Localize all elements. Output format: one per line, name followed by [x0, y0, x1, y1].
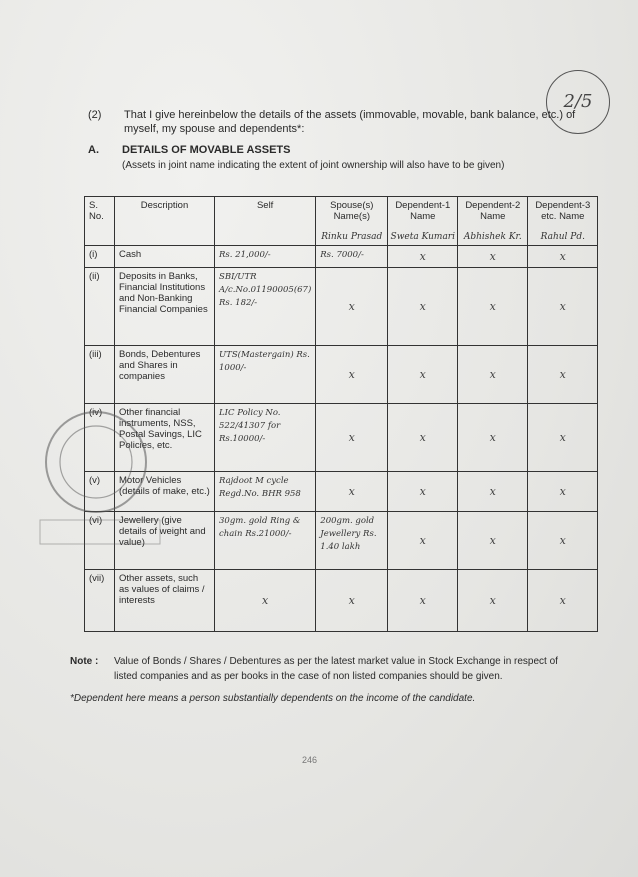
row-self: 30gm. gold Ring & chain Rs.21000/-	[215, 512, 316, 570]
row-dependent-1: x	[388, 246, 458, 268]
section-subtitle: (Assets in joint name indicating the extent of joint ownership will also have to be given)	[122, 160, 505, 171]
dependent-definition: *Dependent here means a person substantially dependents on the income of the candidate.	[70, 693, 476, 704]
row-dependent-3: x	[528, 472, 598, 512]
row-dependent-1: x	[388, 570, 458, 632]
section-letter: A.	[88, 144, 99, 156]
page-number: 246	[302, 755, 318, 765]
movable-assets-table	[84, 196, 598, 632]
table-row	[85, 404, 598, 472]
row-description: Cash	[115, 246, 215, 268]
row-dependent-2: x	[458, 346, 528, 404]
section-title: DETAILS OF MOVABLE ASSETS	[122, 144, 291, 156]
row-dependent-2: x	[458, 268, 528, 346]
header-dependent-2: Dependent-2 Name Abhishek Kr.	[458, 197, 528, 246]
row-dependent-3: x	[528, 346, 598, 404]
row-description: Jewellery (give details of weight and value)	[115, 512, 215, 570]
row-description: Deposits in Banks, Financial Institutions and Non-Banking Financial Companies	[115, 268, 215, 346]
row-self: LIC Policy No. 522/41307 for Rs.10000/-	[215, 404, 316, 472]
row-sno: (vi)	[85, 512, 115, 570]
paragraph-number: (2)	[88, 109, 102, 121]
row-sno: (iii)	[85, 346, 115, 404]
row-self: SBI/UTR A/c.No.01190005(67) Rs. 182/-	[215, 268, 316, 346]
note-label: Note :	[70, 656, 99, 667]
dependent-3-name: Rahul Pd.	[540, 232, 585, 242]
table-header-row	[85, 197, 598, 246]
paragraph-text: That I give hereinbelow the details of the assets (immovable, movable, bank balance, etc.) of myself, my spouse and dependents*:	[124, 109, 576, 135]
table-row	[85, 472, 598, 512]
header-dependent-3: Dependent-3 etc. Name Rahul Pd.	[528, 197, 598, 246]
row-dependent-2: x	[458, 404, 528, 472]
row-description: Motor Vehicles (details of make, etc.)	[115, 472, 215, 512]
row-dependent-3: x	[528, 404, 598, 472]
row-self: Rs. 21,000/-	[215, 246, 316, 268]
table-row	[85, 512, 598, 570]
note-text: Value of Bonds / Shares / Debentures as per the latest market value in Stock Exchange in respect of listed companies and as per books in the case of non listed companies should be given.	[114, 656, 558, 682]
row-spouse: 200gm. gold Jewellery Rs. 1.40 lakh	[316, 512, 388, 570]
row-sno: (v)	[85, 472, 115, 512]
row-dependent-2: x	[458, 512, 528, 570]
row-dependent-3: x	[528, 512, 598, 570]
row-spouse: x	[316, 404, 388, 472]
row-dependent-2: x	[458, 246, 528, 268]
dependent-1-name: Sweta Kumari	[390, 232, 455, 242]
table-row	[85, 346, 598, 404]
table-row	[85, 570, 598, 632]
row-dependent-3: x	[528, 246, 598, 268]
row-sno: (vii)	[85, 570, 115, 632]
page-count-mark: 2/5	[546, 70, 610, 134]
row-dependent-3: x	[528, 268, 598, 346]
header-sno: S. No.	[85, 197, 115, 246]
header-spouse: Spouse(s) Name(s) Rinku Prasad	[316, 197, 388, 246]
row-description: Bonds, Debentures and Shares in companies	[115, 346, 215, 404]
header-self: Self	[215, 197, 316, 246]
row-description: Other financial instruments, NSS, Postal Savings, LIC Policies, etc.	[115, 404, 215, 472]
table-row	[85, 268, 598, 346]
header-dependent-1: Dependent-1 Name Sweta Kumari	[388, 197, 458, 246]
row-description: Other assets, such as values of claims / interests	[115, 570, 215, 632]
row-spouse: x	[316, 346, 388, 404]
header-description: Description	[115, 197, 215, 246]
row-dependent-1: x	[388, 346, 458, 404]
row-sno: (i)	[85, 246, 115, 268]
row-self: Rajdoot M cycle Regd.No. BHR 958	[215, 472, 316, 512]
row-sno: (ii)	[85, 268, 115, 346]
section-a-heading	[88, 144, 291, 156]
row-dependent-1: x	[388, 404, 458, 472]
row-dependent-2: x	[458, 472, 528, 512]
table-row	[85, 246, 598, 268]
row-dependent-1: x	[388, 512, 458, 570]
row-spouse: x	[316, 268, 388, 346]
row-self: UTS(Mastergain) Rs. 1000/-	[215, 346, 316, 404]
dependent-2-name: Abhishek Kr.	[463, 232, 522, 242]
row-sno: (iv)	[85, 404, 115, 472]
row-spouse: Rs. 7000/-	[316, 246, 388, 268]
spouse-name: Rinku Prasad	[321, 232, 383, 242]
row-dependent-2: x	[458, 570, 528, 632]
row-dependent-3: x	[528, 570, 598, 632]
row-spouse: x	[316, 570, 388, 632]
row-spouse: x	[316, 472, 388, 512]
row-dependent-1: x	[388, 472, 458, 512]
row-self: x	[215, 570, 316, 632]
row-dependent-1: x	[388, 268, 458, 346]
